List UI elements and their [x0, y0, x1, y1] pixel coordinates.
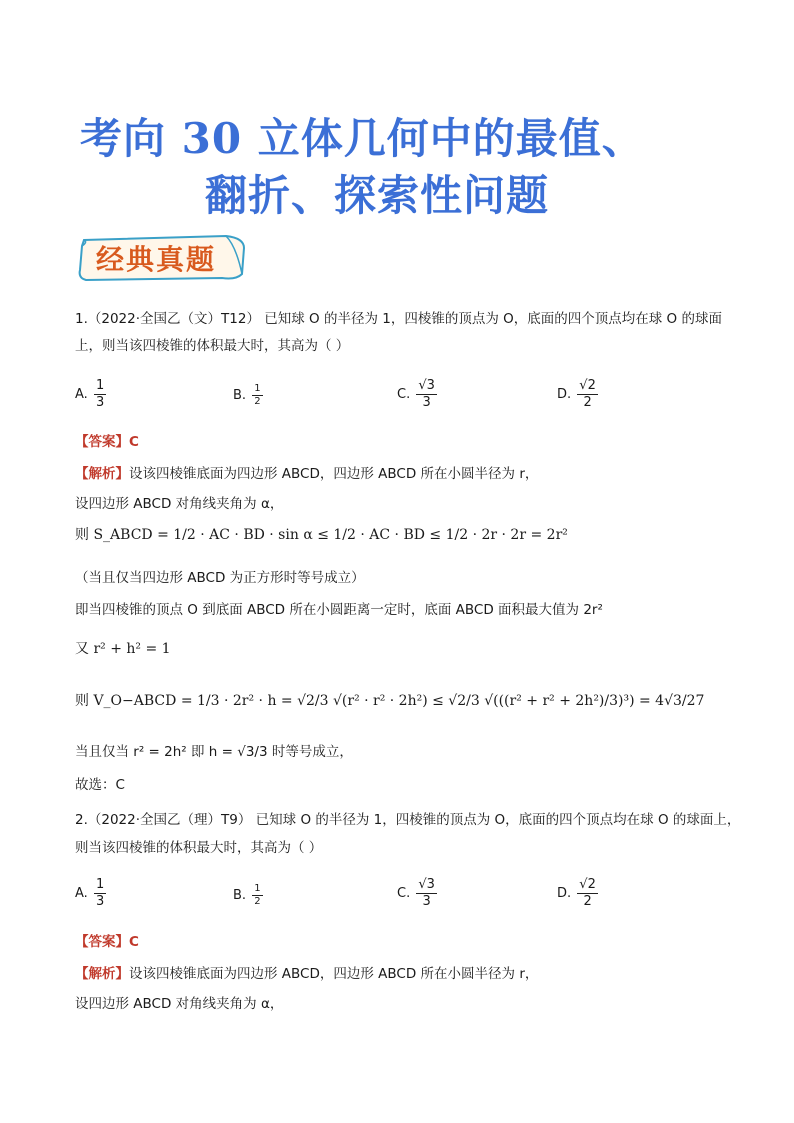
- option-den: 2: [254, 896, 261, 907]
- option-letter: B.: [233, 388, 247, 403]
- q2-option-b: [233, 883, 265, 908]
- analysis-text: 设该四棱锥底面为四边形 ABCD，四边形 ABCD 所在小圆半径为 r，: [129, 966, 539, 982]
- q1-relation: 又 r² + h² = 1: [75, 641, 171, 657]
- option-den: 2: [583, 395, 592, 410]
- option-den: 3: [422, 395, 431, 410]
- option-letter: C.: [397, 387, 411, 402]
- option-den: 3: [422, 894, 431, 909]
- q1-option-a: [75, 378, 108, 411]
- option-num: 1: [254, 883, 261, 894]
- q1-note: （当且仅当四边形 ABCD 为正方形时等号成立）: [75, 570, 365, 586]
- q2-stem-line1: 2.（2022·全国乙（理）T9） 已知球 O 的半径为 1，四棱锥的顶点为 O，底面的四个顶点均在球 O 的球面上，: [75, 812, 741, 828]
- page-title-line2: 翻折、探索性问题: [205, 171, 550, 220]
- q1-option-d: [557, 378, 600, 411]
- option-num: √3: [418, 378, 435, 393]
- option-num: √3: [418, 877, 435, 892]
- q1-area-formula: 则 S_ABCD = 1/2 · AC · BD · sin α ≤ 1/2 · AC · BD ≤ 1/2 · 2r · 2r = 2r²: [75, 527, 568, 543]
- option-letter: D.: [557, 886, 572, 901]
- answer-tag: 【答案】: [75, 434, 129, 450]
- q1-answer: [75, 432, 139, 452]
- analysis-tag: 【解析】: [75, 466, 129, 482]
- analysis-tag: 【解析】: [75, 966, 129, 982]
- q1-analysis-line1: [75, 464, 538, 484]
- q1-volume-formula: 则 V_O−ABCD = 1/3 · 2r² · h = √2/3 √(r² · r² · 2h²) ≤ √2/3 √(((r² + r² + 2h²)/3)³) = 4√3/27: [75, 693, 705, 709]
- q2-option-d: [557, 877, 600, 910]
- q1-conclusion: 故选：C: [75, 777, 125, 793]
- q2-analysis-line2: 设四边形 ABCD 对角线夹角为 α，: [75, 996, 284, 1012]
- q1-stem-line2: 上，则当该四棱锥的体积最大时，其高为（ ）: [75, 338, 350, 354]
- page-title-line1: 考向 30 立体几何中的最值、: [80, 114, 645, 163]
- answer-value: C: [129, 934, 139, 950]
- q1-option-b: [233, 383, 265, 408]
- option-num: 1: [254, 383, 261, 394]
- option-num: 1: [95, 378, 105, 393]
- q1-equality: 当且仅当 r² = 2h² 即 h = √3/3 时等号成立，: [75, 744, 353, 760]
- option-num: √2: [579, 378, 596, 393]
- option-den: 2: [583, 894, 592, 909]
- analysis-text: 设该四棱锥底面为四边形 ABCD，四边形 ABCD 所在小圆半径为 r，: [129, 466, 539, 482]
- q2-option-c: [397, 877, 439, 910]
- option-letter: B.: [233, 888, 247, 903]
- q2-stem-line2: 则当该四棱锥的体积最大时，其高为（ ）: [75, 840, 323, 856]
- option-letter: A.: [75, 886, 88, 901]
- banner-label: 经典真题: [96, 243, 217, 276]
- q1-option-c: [397, 378, 439, 411]
- q2-option-a: [75, 877, 108, 910]
- section-banner: [76, 232, 250, 284]
- option-num: √2: [579, 877, 596, 892]
- q1-analysis-line2: 设四边形 ABCD 对角线夹角为 α，: [75, 496, 284, 512]
- option-letter: D.: [557, 387, 572, 402]
- answer-tag: 【答案】: [75, 934, 129, 950]
- option-den: 3: [95, 894, 105, 909]
- option-letter: C.: [397, 886, 411, 901]
- option-num: 1: [95, 877, 105, 892]
- q1-dist-line: 即当四棱锥的顶点 O 到底面 ABCD 所在小圆距离一定时，底面 ABCD 面积最大值为 2r²: [75, 602, 603, 618]
- option-den: 2: [254, 396, 261, 407]
- option-den: 3: [95, 395, 105, 410]
- q2-answer: [75, 932, 139, 952]
- option-letter: A.: [75, 387, 88, 402]
- answer-value: C: [129, 434, 139, 450]
- q1-stem-line1: 1.（2022·全国乙（文）T12） 已知球 O 的半径为 1，四棱锥的顶点为 O，底面的四个顶点均在球 O 的球面: [75, 311, 722, 327]
- q2-analysis-line1: [75, 964, 538, 984]
